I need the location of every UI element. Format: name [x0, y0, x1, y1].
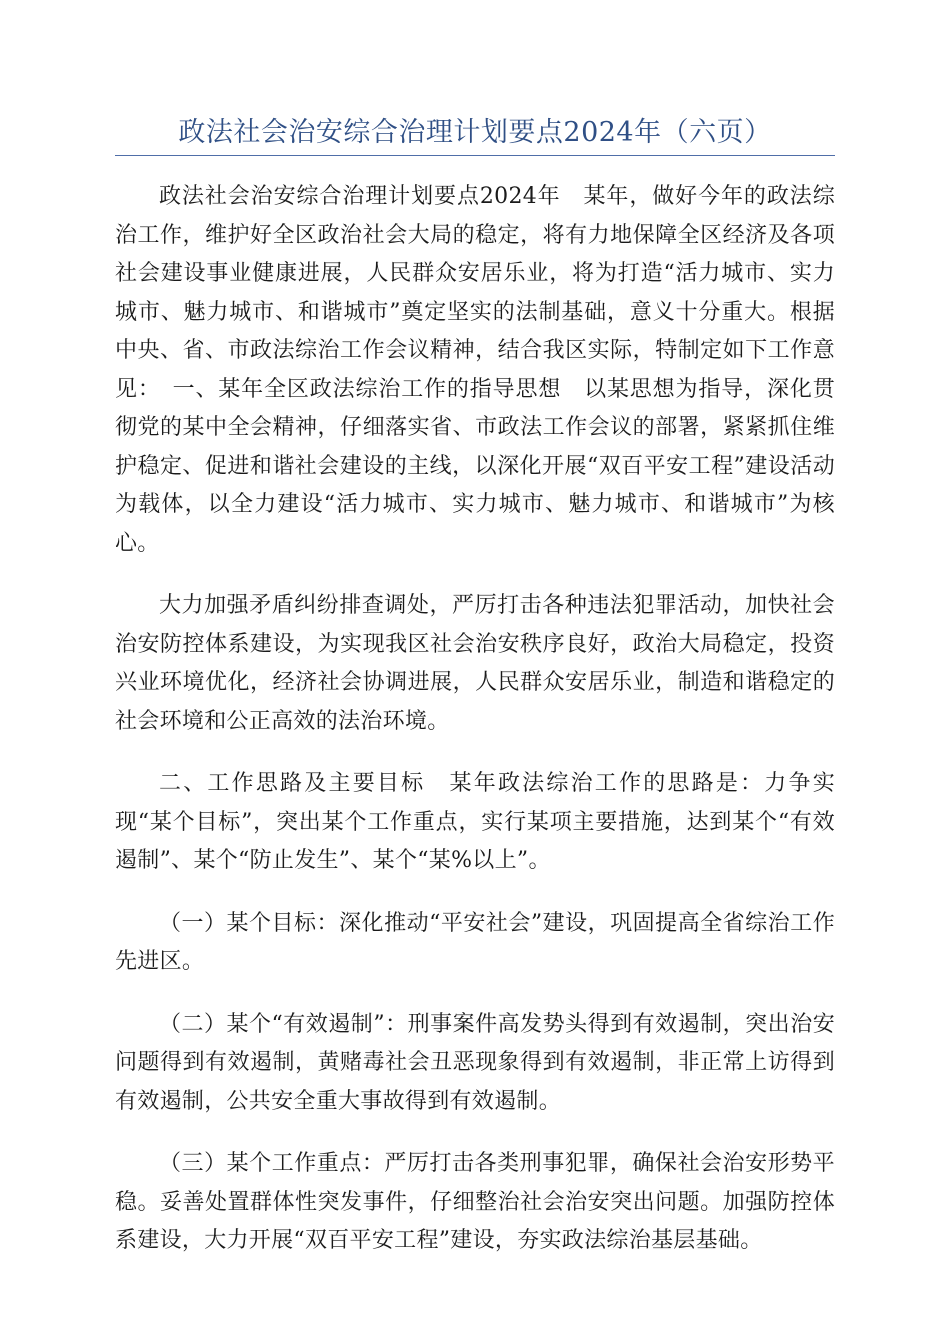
- paragraph-item-three: （三）某个工作重点：严厉打击各类刑事犯罪，确保社会治安形势平稳。妥善处置群体性突发事件，仔细整治社会治安突出问题。加强防控体系建设，大力开展“双百平安工程”建设，夯实政法综治基层基础。: [115, 1151, 835, 1253]
- paragraph-section-two: 二、工作思路及主要目标 某年政法综治工作的思路是：力争实现“某个目标”，突出某个工作重点，实行某项主要措施，达到某个“有效遏制”、某个“防止发生”、某个“某%以上”。: [115, 771, 835, 873]
- paragraph-intro: 政法社会治安综合治理计划要点2024年 某年，做好今年的政法综治工作，维护好全区政治社会大局的稳定，将有力地保障全区经济及各项社会建设事业健康进展，人民群众安居乐业，将为打造“活力城市、实力城市、魅力城市、和谐城市”奠定坚实的法制基础，意义十分重大。根据中央、省、市政法综治工作会议精神，结合我区实际，特制定如下工作意见： 一、某年全区政法综治工作的指导思想 以某思想为指导，深化贯彻党的某中全会精神，仔细落实省、市政法工作会议的部署，紧紧抓住维护稳定、促进和谐社会建设的主线，以深化开展“双百平安工程”建设活动为载体，以全力建设“活力城市、实力城市、魅力城市、和谐城市”为核心。: [115, 184, 835, 556]
- document-body: [115, 178, 835, 1285]
- paragraph-item-one: （一）某个目标：深化推动“平安社会”建设，巩固提高全省综治工作先进区。: [115, 910, 835, 974]
- paragraph-goals: 大力加强矛盾纠纷排查调处，严厉打击各种违法犯罪活动，加快社会治安防控体系建设，为实现我区社会治安秩序良好，政治大局稳定，投资兴业环境优化，经济社会协调进展，人民群众安居乐业，制造和谐稳定的社会环境和公正高效的法治环境。: [115, 593, 835, 734]
- title-underline: [115, 155, 835, 156]
- paragraph-item-two: （二）某个“有效遏制”：刑事案件高发势头得到有效遏制，突出治安问题得到有效遏制，黄赌毒社会丑恶现象得到有效遏制，非正常上访得到有效遏制，公共安全重大事故得到有效遏制。: [115, 1011, 835, 1114]
- document-title: 政法社会治安综合治理计划要点2024年（六页）: [178, 117, 772, 148]
